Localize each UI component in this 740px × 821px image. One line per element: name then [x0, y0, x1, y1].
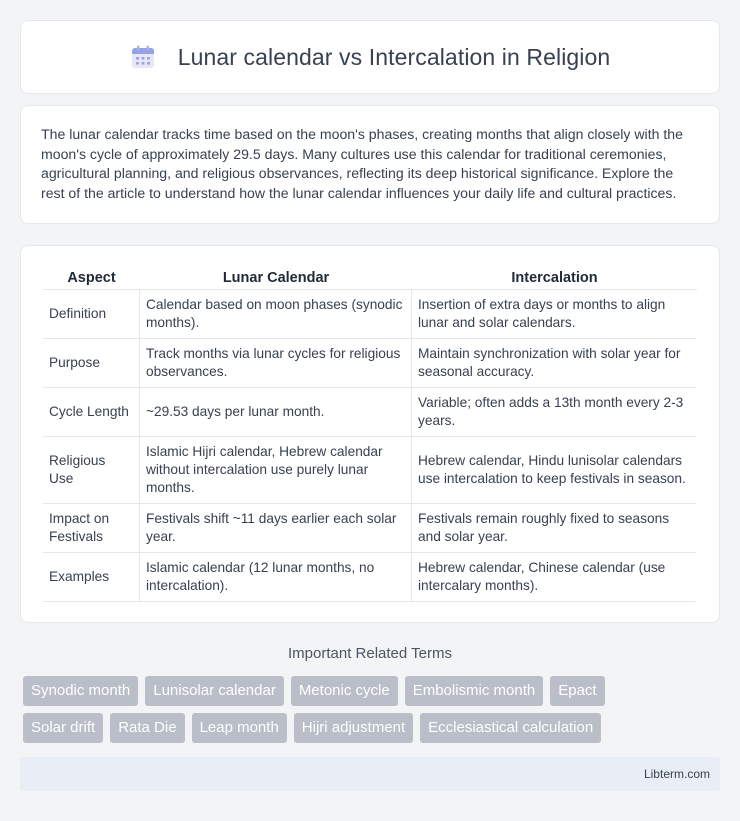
aspect-cell: Impact on Festivals	[43, 504, 140, 553]
lunar-cell: Calendar based on moon phases (synodic months).	[140, 290, 412, 339]
lunar-cell: Islamic Hijri calendar, Hebrew calendar without intercalation use purely lunar months.	[140, 437, 412, 504]
lunar-cell: Islamic calendar (12 lunar months, no intercalation).	[140, 553, 412, 602]
table-row	[43, 339, 697, 388]
calendar-icon	[130, 44, 156, 70]
intercalation-cell: Maintain synchronization with solar year for seasonal accuracy.	[412, 339, 697, 388]
footer	[20, 757, 720, 791]
table-row	[43, 388, 697, 437]
title-card	[20, 20, 720, 94]
related-terms-list	[23, 676, 723, 750]
tag-synodic-month[interactable]: Synodic month	[23, 676, 138, 706]
tag-leap-month[interactable]: Leap month	[192, 713, 287, 743]
footer-site-link[interactable]: Libterm.com	[643, 767, 710, 781]
aspect-cell: Examples	[43, 553, 140, 602]
comparison-table-card	[20, 245, 720, 623]
header-lunar-calendar: Lunar Calendar	[140, 266, 412, 290]
tag-metonic-cycle[interactable]: Metonic cycle	[291, 676, 398, 706]
table-header-row	[43, 266, 697, 290]
tag-lunisolar-calendar[interactable]: Lunisolar calendar	[145, 676, 284, 706]
page-title: Lunar calendar vs Intercalation in Religion	[177, 43, 611, 70]
table-row	[43, 437, 697, 504]
lunar-cell: Track months via lunar cycles for religious observances.	[140, 339, 412, 388]
related-terms-heading: Important Related Terms	[288, 645, 452, 662]
tag-row	[23, 676, 723, 706]
aspect-cell: Religious Use	[43, 437, 140, 504]
intro-card	[20, 105, 720, 224]
table-row	[43, 504, 697, 553]
lunar-cell: Festivals shift ~11 days earlier each solar year.	[140, 504, 412, 553]
table-row	[43, 553, 697, 602]
tag-solar-drift[interactable]: Solar drift	[23, 713, 103, 743]
header-aspect: Aspect	[43, 266, 140, 290]
tag-embolismic-month[interactable]: Embolismic month	[405, 676, 544, 706]
tag-epact[interactable]: Epact	[550, 676, 604, 706]
tag-row	[23, 713, 723, 743]
tag-ecclesiastical-calculation[interactable]: Ecclesiastical calculation	[420, 713, 601, 743]
aspect-cell: Definition	[43, 290, 140, 339]
intercalation-cell: Hebrew calendar, Chinese calendar (use intercalary months).	[412, 553, 697, 602]
lunar-cell: ~29.53 days per lunar month.	[140, 388, 412, 437]
title-wrap	[130, 44, 611, 71]
intercalation-cell: Festivals remain roughly fixed to seasons and solar year.	[412, 504, 697, 553]
aspect-cell: Cycle Length	[43, 388, 140, 437]
intro-text: The lunar calendar tracks time based on the moon's phases, creating months that align closely with the moon's cycle of approximately 29.5 days. Many cultures use this calendar for traditional ceremonies, agricultural planning, and religious observances, reflecting its deep historical significance. Explore the rest of the article to understand how the lunar calendar influences your daily life and cultural practices.	[41, 126, 683, 201]
aspect-cell: Purpose	[43, 339, 140, 388]
intercalation-cell: Variable; often adds a 13th month every 2-3 years.	[412, 388, 697, 437]
intercalation-cell: Hebrew calendar, Hindu lunisolar calendars use intercalation to keep festivals in season.	[412, 437, 697, 504]
comparison-table	[43, 266, 697, 602]
tag-rata-die[interactable]: Rata Die	[110, 713, 184, 743]
header-intercalation: Intercalation	[412, 266, 697, 290]
intercalation-cell: Insertion of extra days or months to align lunar and solar calendars.	[412, 290, 697, 339]
table-row	[43, 290, 697, 339]
tag-hijri-adjustment[interactable]: Hijri adjustment	[294, 713, 413, 743]
